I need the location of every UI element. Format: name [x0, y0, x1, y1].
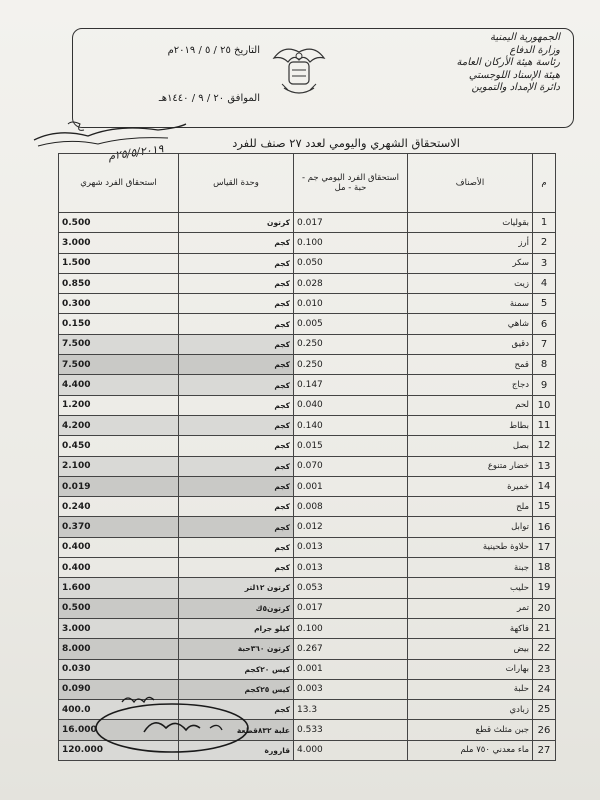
table-row [59, 355, 556, 375]
daily-cell: 0.100 [294, 618, 408, 638]
unit-cell: كيلو جرام [179, 618, 294, 638]
row-number-cell: 27 [533, 740, 556, 760]
item-cell: حلاوة طحينية [408, 537, 533, 557]
row-number-cell: 20 [533, 598, 556, 618]
monthly-cell: 0.030 [59, 659, 179, 679]
table-row [59, 618, 556, 638]
unit-cell: كجم [179, 456, 294, 476]
org-line: رئاسة هيئة الأركان العامة [456, 57, 560, 68]
item-cell: أرز [408, 233, 533, 253]
unit-cell: كجم [179, 395, 294, 415]
row-number-cell: 5 [533, 294, 556, 314]
daily-cell: 0.533 [294, 720, 408, 740]
row-number-cell: 11 [533, 415, 556, 435]
unit-cell: كيس ٢٥كجم [179, 679, 294, 699]
item-cell: زبادي [408, 700, 533, 720]
monthly-cell: 16.000 [59, 720, 179, 740]
monthly-cell: 0.370 [59, 517, 179, 537]
row-number-cell: 9 [533, 375, 556, 395]
header-number: م [533, 154, 556, 213]
item-cell: جبنة [408, 558, 533, 578]
item-cell: سمنة [408, 294, 533, 314]
daily-cell: 13.3 [294, 700, 408, 720]
table-row [59, 395, 556, 415]
row-number-cell: 12 [533, 436, 556, 456]
row-number-cell: 14 [533, 476, 556, 496]
monthly-cell: 0.240 [59, 497, 179, 517]
monthly-cell: 3.000 [59, 233, 179, 253]
table-row [59, 456, 556, 476]
monthly-cell: 0.090 [59, 679, 179, 699]
unit-cell: كجم [179, 375, 294, 395]
row-number-cell: 8 [533, 355, 556, 375]
monthly-cell: 8.000 [59, 639, 179, 659]
item-cell: بيض [408, 639, 533, 659]
unit-cell: كجم [179, 415, 294, 435]
monthly-cell: 4.200 [59, 415, 179, 435]
date-hijri: الموافق ٢٠ / ٩ / ١٤٤٠هـ [158, 93, 260, 104]
row-number-cell: 7 [533, 334, 556, 354]
table-row [59, 294, 556, 314]
handwritten-date: ٢٥/٥/٢٠١٩م [107, 142, 165, 163]
item-cell: حلبة [408, 679, 533, 699]
monthly-cell: 0.450 [59, 436, 179, 456]
table-row [59, 517, 556, 537]
item-cell: لحم [408, 395, 533, 415]
monthly-cell: 1.200 [59, 395, 179, 415]
unit-cell: كجم [179, 476, 294, 496]
item-cell: جبن مثلث قطع [408, 720, 533, 740]
daily-cell: 0.028 [294, 273, 408, 293]
item-cell: ماء معدني ٧٥٠ ملم [408, 740, 533, 760]
row-number-cell: 1 [533, 213, 556, 233]
item-cell: دجاج [408, 375, 533, 395]
monthly-cell: 2.100 [59, 456, 179, 476]
table-row [59, 375, 556, 395]
daily-cell: 0.250 [294, 334, 408, 354]
monthly-cell: 0.500 [59, 213, 179, 233]
daily-cell: 0.008 [294, 497, 408, 517]
unit-cell: كجم [179, 517, 294, 537]
item-cell: شاهي [408, 314, 533, 334]
daily-cell: 0.013 [294, 537, 408, 557]
daily-cell: 0.005 [294, 314, 408, 334]
monthly-cell: 0.019 [59, 476, 179, 496]
row-number-cell: 25 [533, 700, 556, 720]
table-row [59, 578, 556, 598]
monthly-cell: 1.600 [59, 578, 179, 598]
unit-cell: كرتون ١٢لتر [179, 578, 294, 598]
row-number-cell: 13 [533, 456, 556, 476]
table-row [59, 639, 556, 659]
row-number-cell: 3 [533, 253, 556, 273]
daily-cell: 0.070 [294, 456, 408, 476]
table-row [59, 213, 556, 233]
daily-cell: 0.001 [294, 476, 408, 496]
monthly-cell: 0.850 [59, 273, 179, 293]
row-number-cell: 19 [533, 578, 556, 598]
table-row [59, 314, 556, 334]
table-row [59, 253, 556, 273]
row-number-cell: 22 [533, 639, 556, 659]
row-number-cell: 24 [533, 679, 556, 699]
row-number-cell: 15 [533, 497, 556, 517]
daily-cell: 0.147 [294, 375, 408, 395]
document-title: الاستحقاق الشهري واليومي لعدد ٢٧ صنف للفرد [232, 136, 460, 150]
table-row [59, 436, 556, 456]
item-cell: توابل [408, 517, 533, 537]
daily-cell: 0.100 [294, 233, 408, 253]
org-line: هيئة الإسناد اللوجستي [468, 69, 560, 81]
daily-cell: 0.250 [294, 355, 408, 375]
monthly-cell: 0.400 [59, 537, 179, 557]
unit-cell: كرتون [179, 213, 294, 233]
daily-cell: 0.001 [294, 659, 408, 679]
unit-cell: كجم [179, 233, 294, 253]
daily-cell: 0.053 [294, 578, 408, 598]
header-item: الأصناف [408, 154, 533, 213]
letterhead-dates [130, 44, 260, 106]
monthly-cell: 1.500 [59, 253, 179, 273]
table-row [59, 273, 556, 293]
daily-cell: 0.040 [294, 395, 408, 415]
table-row [59, 415, 556, 435]
row-number-cell: 17 [533, 537, 556, 557]
daily-cell: 0.017 [294, 598, 408, 618]
eagle-emblem-icon [270, 40, 328, 102]
table-row [59, 497, 556, 517]
row-number-cell: 6 [533, 314, 556, 334]
unit-cell: كجم [179, 700, 294, 720]
item-cell: بصل [408, 436, 533, 456]
item-cell: زيت [408, 273, 533, 293]
unit-cell: كجم [179, 294, 294, 314]
row-number-cell: 10 [533, 395, 556, 415]
daily-cell: 0.013 [294, 558, 408, 578]
item-cell: سكر [408, 253, 533, 273]
table-row [59, 659, 556, 679]
monthly-cell: 3.000 [59, 618, 179, 638]
unit-cell: كرتون ٣٦٠حبة [179, 639, 294, 659]
unit-cell: كجم [179, 558, 294, 578]
monthly-cell: 0.400 [59, 558, 179, 578]
daily-cell: 4.000 [294, 740, 408, 760]
unit-cell: كجم [179, 436, 294, 456]
item-cell: بهارات [408, 659, 533, 679]
monthly-cell: 7.500 [59, 334, 179, 354]
item-cell: خضار متنوع [408, 456, 533, 476]
unit-cell: كيس ٢٠كجم [179, 659, 294, 679]
item-cell: تمر [408, 598, 533, 618]
row-number-cell: 23 [533, 659, 556, 679]
org-line: وزارة الدفاع [509, 44, 560, 56]
row-number-cell: 2 [533, 233, 556, 253]
signature-icon [92, 688, 262, 758]
monthly-cell: 0.300 [59, 294, 179, 314]
unit-cell: كجم [179, 314, 294, 334]
monthly-cell: 400.0 [59, 700, 179, 720]
item-cell: قمح [408, 355, 533, 375]
unit-cell: قارورة [179, 740, 294, 760]
daily-cell: 0.050 [294, 253, 408, 273]
daily-cell: 0.015 [294, 436, 408, 456]
monthly-cell: 7.500 [59, 355, 179, 375]
row-number-cell: 21 [533, 618, 556, 638]
row-number-cell: 26 [533, 720, 556, 740]
row-number-cell: 4 [533, 273, 556, 293]
unit-cell: كجم [179, 355, 294, 375]
daily-cell: 0.140 [294, 415, 408, 435]
unit-cell: كجم [179, 273, 294, 293]
unit-cell: كجم [179, 497, 294, 517]
daily-cell: 0.010 [294, 294, 408, 314]
unit-cell: علبة ٨٣٢قطعة [179, 720, 294, 740]
header-monthly: استحقاق الفرد شهري [59, 154, 179, 213]
item-cell: حليب [408, 578, 533, 598]
org-line: الجمهورية اليمنية [489, 32, 560, 43]
monthly-cell: 0.500 [59, 598, 179, 618]
item-cell: فاكهة [408, 618, 533, 638]
row-number-cell: 16 [533, 517, 556, 537]
header-unit: وحدة القياس [179, 154, 294, 213]
org-line: دائرة الإمداد والتموين [471, 82, 560, 93]
entitlement-table [58, 153, 556, 761]
unit-cell: كجم [179, 537, 294, 557]
item-cell: بقوليات [408, 213, 533, 233]
row-number-cell: 18 [533, 558, 556, 578]
monthly-cell: 120.000 [59, 740, 179, 760]
daily-cell: 0.267 [294, 639, 408, 659]
table-row [59, 334, 556, 354]
unit-cell: كجم [179, 253, 294, 273]
table-row [59, 476, 556, 496]
item-cell: دقيق [408, 334, 533, 354]
daily-cell: 0.017 [294, 213, 408, 233]
table-row [59, 537, 556, 557]
monthly-cell: 0.150 [59, 314, 179, 334]
table-header-row [59, 154, 556, 213]
table-row [59, 558, 556, 578]
header-daily: استحقاق الفرد اليومي جم - حبة - مل [294, 154, 408, 213]
unit-cell: كجم [179, 334, 294, 354]
daily-cell: 0.003 [294, 679, 408, 699]
unit-cell: كرتون٥ك [179, 598, 294, 618]
date-gregorian: التاريخ ٢٥ / ٥ / ٢٠١٩م [167, 45, 260, 56]
monthly-cell: 4.400 [59, 375, 179, 395]
table-row [59, 233, 556, 253]
table-row [59, 598, 556, 618]
letterhead-org [400, 32, 560, 95]
item-cell: ملح [408, 497, 533, 517]
daily-cell: 0.012 [294, 517, 408, 537]
item-cell: خميرة [408, 476, 533, 496]
item-cell: بطاط [408, 415, 533, 435]
